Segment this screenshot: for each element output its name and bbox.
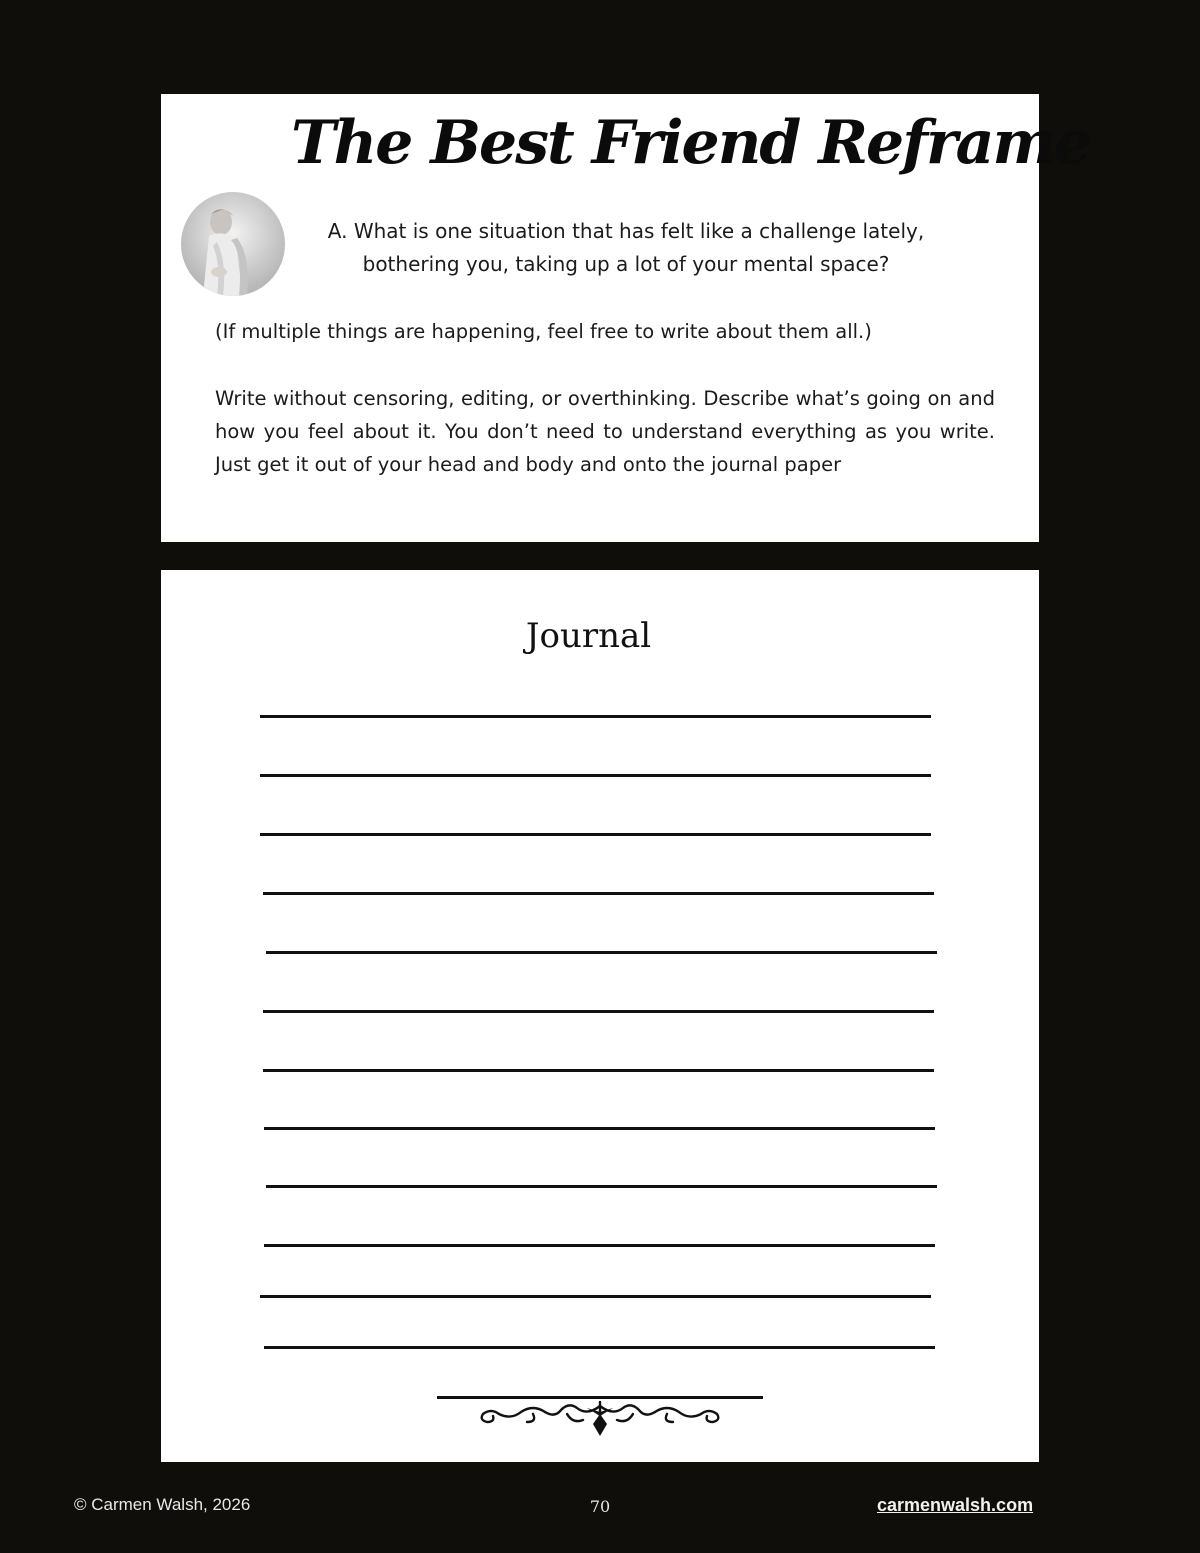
writing-line[interactable] — [260, 715, 931, 718]
prompt-card — [161, 94, 1091, 542]
copyright-text: © Carmen Walsh, 2026 — [74, 1495, 251, 1514]
writing-line[interactable] — [260, 1295, 931, 1298]
portrait-image — [181, 192, 285, 296]
writing-lines — [161, 570, 1039, 1462]
question-line-2: bothering you, taking up a lot of your mental space? — [362, 252, 890, 276]
writing-line[interactable] — [263, 892, 934, 895]
page-title: The Best Friend Reframe — [291, 108, 1091, 178]
writing-line[interactable] — [266, 951, 937, 954]
writing-line[interactable] — [263, 1010, 934, 1013]
writing-line[interactable] — [264, 1244, 935, 1247]
writing-line[interactable] — [260, 774, 931, 777]
writing-line[interactable] — [264, 1127, 935, 1130]
journal-title: Journal — [525, 616, 652, 656]
question-line-1: A. What is one situation that has felt like a challenge lately, — [327, 219, 925, 243]
writing-line[interactable] — [264, 1346, 935, 1349]
ornamental-divider-icon — [437, 1392, 763, 1442]
note-text: (If multiple things are happening, feel free to write about them all.) — [215, 320, 872, 343]
question-text — [311, 215, 941, 281]
page-number: 70 — [589, 1497, 611, 1516]
website-link[interactable]: carmenwalsh.com — [877, 1495, 1034, 1515]
writing-line[interactable] — [263, 1069, 934, 1072]
journal-card — [161, 570, 1039, 1462]
writing-line[interactable] — [260, 833, 931, 836]
instructions-text: Write without censoring, editing, or overthinking. Describe what’s going on and how you feel about it. You don’t need to understand everything as you write. Just get it out of your head and body and onto the journal paper — [215, 387, 995, 476]
writing-line[interactable] — [266, 1185, 937, 1188]
